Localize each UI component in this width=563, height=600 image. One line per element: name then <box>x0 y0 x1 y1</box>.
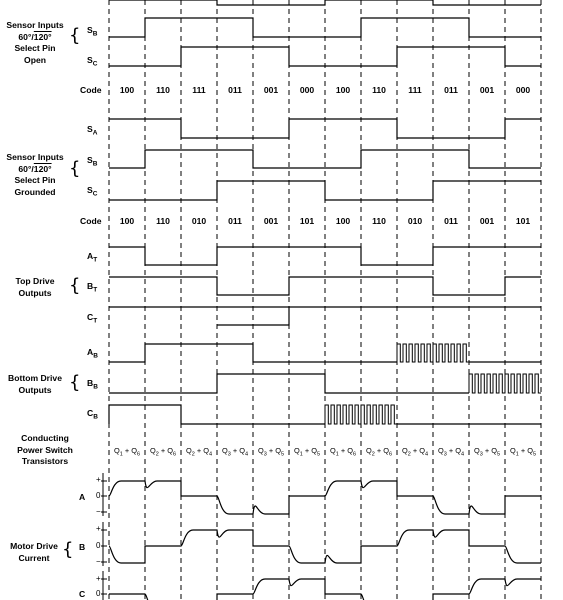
brace-icon: { <box>69 25 81 46</box>
code-value: 110 <box>372 85 386 95</box>
transistor-pair: $Q_3 + Q_4$ <box>437 446 465 458</box>
group-label-power-switch: Conducting Power Switch Transistors <box>17 433 73 466</box>
transistor-pair: $Q_1 + Q_6$ <box>329 446 357 458</box>
waveform-ab-pwm <box>397 344 469 362</box>
code-value: 110 <box>156 216 170 226</box>
code-value: 000 <box>515 85 531 95</box>
brace-icon: { <box>69 275 81 296</box>
code-value: 010 <box>407 216 423 226</box>
polarity-minus-b: − <box>96 557 101 566</box>
code-value: 100 <box>119 85 135 95</box>
code-value: 011 <box>444 216 458 226</box>
code-value: 010 <box>191 216 207 226</box>
transistor-pair: $Q_3 + Q_5$ <box>257 446 285 458</box>
polarity-zero-c: 0 <box>96 589 101 598</box>
phase-label-c: C <box>79 589 86 599</box>
transistor-pair: $Q_1 + Q_5$ <box>293 446 321 458</box>
code-value: 011 <box>228 216 242 226</box>
transistor-pair: $Q_3 + Q_4$ <box>221 446 249 458</box>
transistor-pair: $Q_2 + Q_6$ <box>365 446 393 458</box>
signal-label-at: $A_T$ <box>87 251 98 264</box>
polarity-plus-b: + <box>96 524 101 533</box>
code-label-grounded: Code <box>80 216 102 226</box>
code-value: 100 <box>119 216 135 226</box>
polarity-zero-b: 0 <box>96 541 101 550</box>
code-value: 101 <box>299 216 315 226</box>
waveform-sc-grounded <box>109 181 541 200</box>
brace-icon: { <box>69 158 81 179</box>
polarity-zero-a: 0 <box>96 491 101 500</box>
signal-label-ct: $C_T$ <box>87 312 98 325</box>
signal-label-sb-open: $S_B$ <box>87 25 98 38</box>
code-value: 100 <box>335 216 351 226</box>
group-label-top-drive: Top Drive Outputs <box>15 276 55 298</box>
code-value: 001 <box>479 216 495 226</box>
code-value: 001 <box>479 85 495 95</box>
polarity-minus-a: − <box>96 507 101 516</box>
code-label-open: Code <box>80 85 102 95</box>
waveform-ab <box>109 344 397 362</box>
waveform-cb-pwm <box>325 405 397 424</box>
code-value: 011 <box>228 85 242 95</box>
code-value: 011 <box>444 85 458 95</box>
transistor-pair: $Q_1 + Q_6$ <box>113 446 141 458</box>
signal-label-ab: $A_B$ <box>87 347 98 360</box>
code-value: 110 <box>156 85 170 95</box>
signal-label-bb: $B_B$ <box>87 378 98 391</box>
group-label-sensor-open: Sensor Inputs 60°/120° Select Pin Open <box>6 20 64 65</box>
group-label-motor-current: Motor Drive Current <box>10 541 58 563</box>
code-value: 111 <box>192 85 206 95</box>
code-value: 000 <box>299 85 315 95</box>
signal-label-sc-open: $S_C$ <box>87 55 98 68</box>
group-label-bottom-drive: Bottom Drive Outputs <box>8 373 62 395</box>
transistor-pair: $Q_3 + Q_5$ <box>473 446 501 458</box>
phase-label-b: B <box>79 542 86 552</box>
code-value: 001 <box>263 85 279 95</box>
polarity-plus-a: + <box>96 475 101 484</box>
phase-label-a: A <box>79 492 86 502</box>
code-value: 101 <box>515 216 531 226</box>
transistor-pair: $Q_2 + Q_4$ <box>185 446 213 458</box>
group-label-sensor-grounded: Sensor Inputs 60°/120° Select Pin Grounded <box>6 152 64 197</box>
signal-label-sc-grounded: $S_C$ <box>87 185 98 198</box>
brace-icon: { <box>62 539 74 560</box>
transistor-pair: $Q_2 + Q_6$ <box>149 446 177 458</box>
signal-label-sa-grounded: $S_A$ <box>87 124 98 137</box>
code-value: 001 <box>263 216 279 226</box>
code-value: 110 <box>372 216 386 226</box>
transistor-pair: $Q_2 + Q_4$ <box>401 446 429 458</box>
transistor-pair: $Q_1 + Q_5$ <box>509 446 537 458</box>
signal-label-bt: $B_T$ <box>87 281 98 294</box>
brace-icon: { <box>69 372 81 393</box>
signal-label-sb-grounded: $S_B$ <box>87 155 98 168</box>
code-value: 111 <box>408 85 422 95</box>
polarity-plus-c: + <box>96 574 101 583</box>
code-value: 100 <box>335 85 351 95</box>
signal-label-cb: $C_B$ <box>87 408 98 421</box>
waveform-bb-pwm <box>469 374 541 393</box>
waveform-sa-open <box>109 0 541 5</box>
